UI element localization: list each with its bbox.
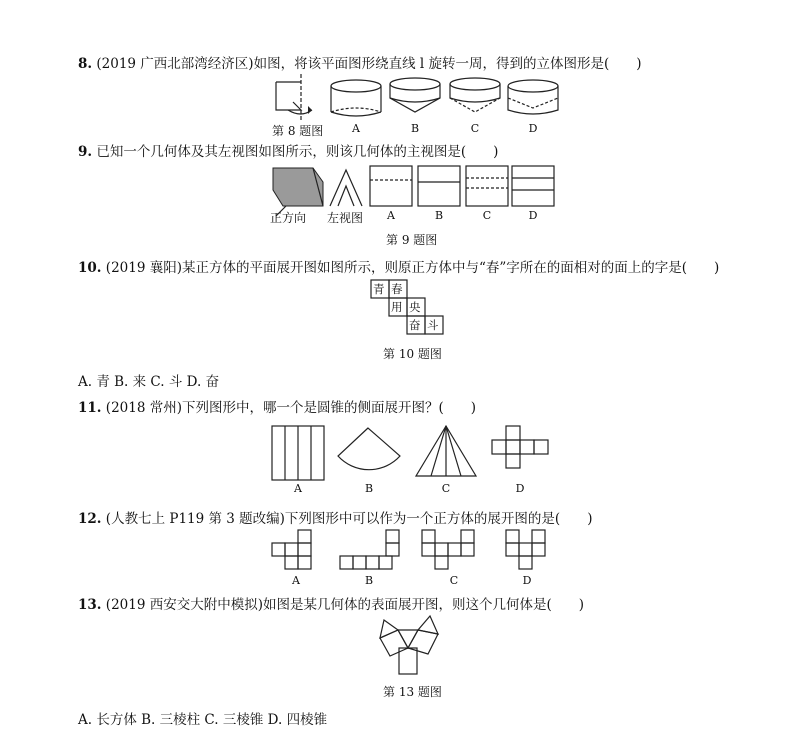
q8-option-label-d: D: [528, 122, 538, 135]
q8-option-label-b: B: [410, 122, 420, 135]
q12-option-c-net: [422, 530, 474, 569]
q12-option-label-d: D: [522, 574, 532, 587]
q13-figure-caption: 第 13 题图: [383, 685, 442, 699]
question-11-text: (2018 常州)下列图形中，哪一个是圆锥的侧面展开图？( ): [105, 400, 477, 416]
q11-option-a-rectangles: [272, 426, 324, 480]
q8-option-c-solid: [450, 78, 500, 112]
q10-net-cell-5: 奋: [409, 318, 421, 332]
q9-option-b-view: [418, 166, 460, 206]
q10-net-cell-4: 央: [409, 300, 421, 314]
question-11: [78, 396, 476, 416]
q9-option-a-view: [370, 166, 412, 206]
q8-option-b-solid: [390, 78, 440, 112]
q9-left-view: [330, 170, 362, 206]
q12-option-label-a: A: [292, 574, 300, 587]
q11-option-d-cross: [492, 426, 548, 468]
q12-option-a-net: [272, 530, 311, 569]
question-10-number: 10.: [78, 260, 102, 276]
question-12-number: 12.: [78, 511, 102, 527]
question-9-figures: [268, 160, 558, 210]
q11-option-label-a: A: [294, 482, 302, 495]
q12-option-label-b: B: [364, 574, 374, 587]
q10-net-cell-3: 用: [391, 300, 403, 314]
q11-option-b-sector: [338, 428, 400, 470]
q9-left-view-label: 左视图: [327, 211, 364, 225]
question-11-figures: [268, 424, 558, 482]
question-8-text: (2019 广西北部湾经济区)如图，将该平面图形绕直线 l 旋转一周，得到的立体图形是( ): [96, 56, 642, 72]
question-8-figures: [268, 72, 558, 122]
q9-option-c-view: [466, 166, 508, 206]
q11-option-label-b: B: [364, 482, 374, 495]
q9-option-d-view: [512, 166, 554, 206]
q9-option-label-a: A: [387, 209, 395, 222]
question-13: [78, 593, 584, 613]
question-8-number: 8.: [78, 56, 93, 72]
q8-option-label-c: C: [470, 122, 480, 135]
question-11-number: 11.: [78, 400, 102, 416]
question-12-figures: [268, 528, 558, 572]
question-9-number: 9.: [78, 144, 93, 160]
q11-option-label-c: C: [441, 482, 451, 495]
question-13-text: (2019 西安交大附中模拟)如图是某几何体的表面展开图，则这个几何体是( ): [105, 597, 585, 613]
q9-option-label-b: B: [434, 209, 444, 222]
q13-answer-options: A. 长方体 B. 三棱柱 C. 三棱锥 D. 四棱锥: [78, 712, 328, 728]
q10-net-cell-1: 青: [373, 282, 385, 296]
question-13-number: 13.: [78, 597, 102, 613]
q13-surface-net: [370, 612, 460, 676]
q8-figure-caption: 第 8 题图: [272, 124, 324, 138]
q11-option-label-d: D: [515, 482, 525, 495]
question-12: [78, 507, 592, 527]
question-8: [78, 52, 642, 72]
q8-option-label-a: A: [352, 122, 360, 135]
q9-figure-caption: 第 9 题图: [386, 233, 438, 247]
q10-figure-caption: 第 10 题图: [383, 347, 442, 361]
q12-option-d-net: [506, 530, 545, 569]
q10-answer-options: A. 青 B. 来 C. 斗 D. 奋: [78, 374, 220, 390]
q8-option-a-solid: [331, 80, 381, 116]
question-10: [78, 256, 719, 276]
q10-net-cell-2: 春: [391, 282, 403, 296]
q8-planar-figure: [276, 74, 312, 120]
q9-option-label-c: C: [482, 209, 492, 222]
q9-direction-label: 正方向: [270, 211, 307, 225]
question-9-text: 已知一个几何体及其左视图如图所示，则该几何体的主视图是( ): [96, 144, 499, 160]
q9-option-label-d: D: [528, 209, 538, 222]
q10-net-cell-6: 斗: [427, 318, 439, 332]
q8-option-d-solid: [508, 80, 558, 114]
q11-option-c-triangles: [416, 426, 476, 476]
question-10-text: (2019 襄阳)某正方体的平面展开图如图所示，则原正方体中与“春”字所在的面相对的面上的字是( ): [105, 260, 720, 276]
q12-option-label-c: C: [449, 574, 459, 587]
question-9: [78, 140, 498, 160]
question-12-text: (人教七上 P119 第 3 题改编)下列图形中可以作为一个正方体的展开图的是( ): [105, 511, 593, 527]
q12-option-b-net: [340, 530, 399, 569]
